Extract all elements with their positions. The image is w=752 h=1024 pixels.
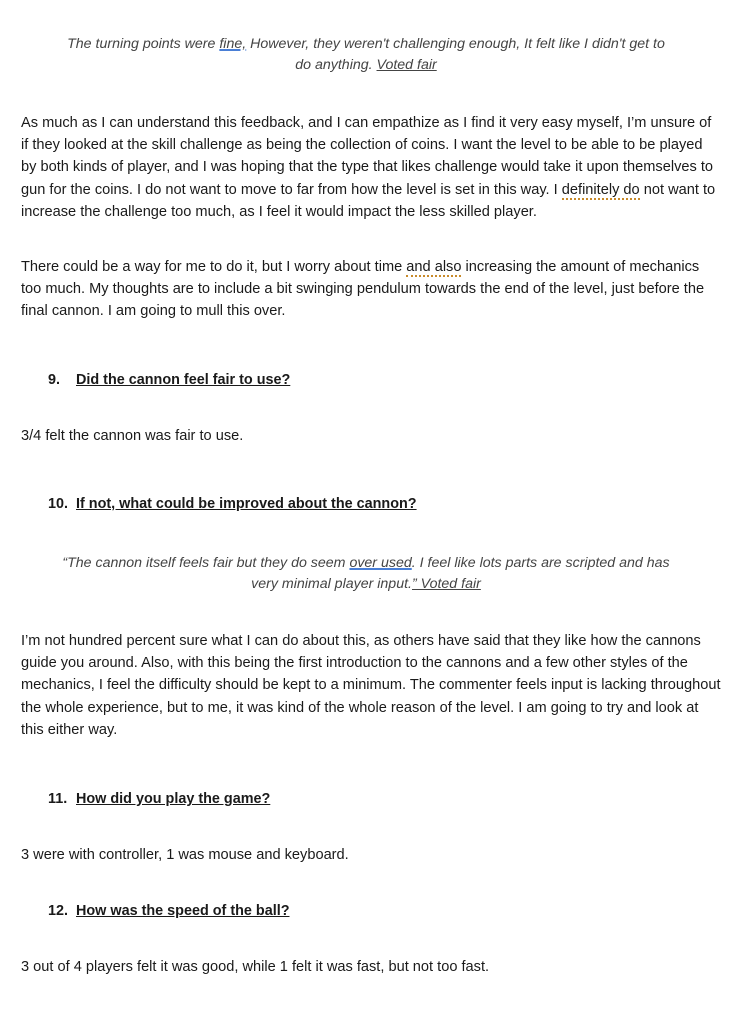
response-paragraph-coins: As much as I can understand this feedback, and I can empathize as I find it very easy myself, I’m unsure of if they looked at the skill challenge as being the collection of coins. I want the level to be able to be played by both kinds of player, and I was hoping that the type that likes challenge would take it upon themselves to gun for the coins. I do not want to move to far from how the level is set in this way. I definitely do not want to increase the challenge too much, as I feel it would impact the less skilled player. [21, 115, 716, 220]
answer-12: 3 out of 4 players felt it was good, while 1 felt it was fast, but not too fast. [21, 959, 490, 975]
feedback-quote-cannon: “The cannon itself feels fair but they do seem over used. I feel like lots parts are scripted and has very minimal player input.” Voted fair [62, 555, 670, 592]
question-9-heading: 9. Did the cannon feel fair to use? [48, 372, 291, 388]
response-paragraph-cannon: I’m not hundred percent sure what I can do about this, as others have said that they like how the cannons guide you around. Also, with this being the first introduction to the cannons and a few other styles of the mechanics, I feel the difficulty should be kept to a minimum. The commenter feels input is lacking throughout the whole experience, but to me, it was kind of the whole reason of the level. I am going to try and look at this either way. [21, 633, 721, 738]
question-10-heading: 10. If not, what could be improved about the cannon? [48, 496, 417, 512]
grammar-flag[interactable]: over used [349, 555, 412, 571]
vote-label: ” Voted fair [411, 576, 481, 592]
vote-label: Voted fair [376, 57, 437, 73]
question-12-heading: 12. How was the speed of the ball? [48, 903, 290, 919]
question-11-heading: 11. How did you play the game? [48, 791, 271, 807]
answer-11: 3 were with controller, 1 was mouse and keyboard. [21, 847, 349, 863]
feedback-quote-turning-points: The turning points were fine, However, they weren't challenging enough, It felt like I didn't get to do anything. Voted fair [67, 36, 665, 73]
answer-9: 3/4 felt the cannon was fair to use. [21, 428, 244, 444]
grammar-flag[interactable]: definitely do [561, 181, 640, 198]
grammar-flag[interactable]: and also [406, 259, 462, 275]
response-paragraph-pendulum: There could be a way for me to do it, but I worry about time and also increasing the amount of mechanics too much. My thoughts are to include a bit swinging pendulum towards the end of the level, just before the final cannon. I am going to mull this over. [21, 259, 705, 320]
grammar-flag[interactable]: fine, [219, 36, 247, 52]
